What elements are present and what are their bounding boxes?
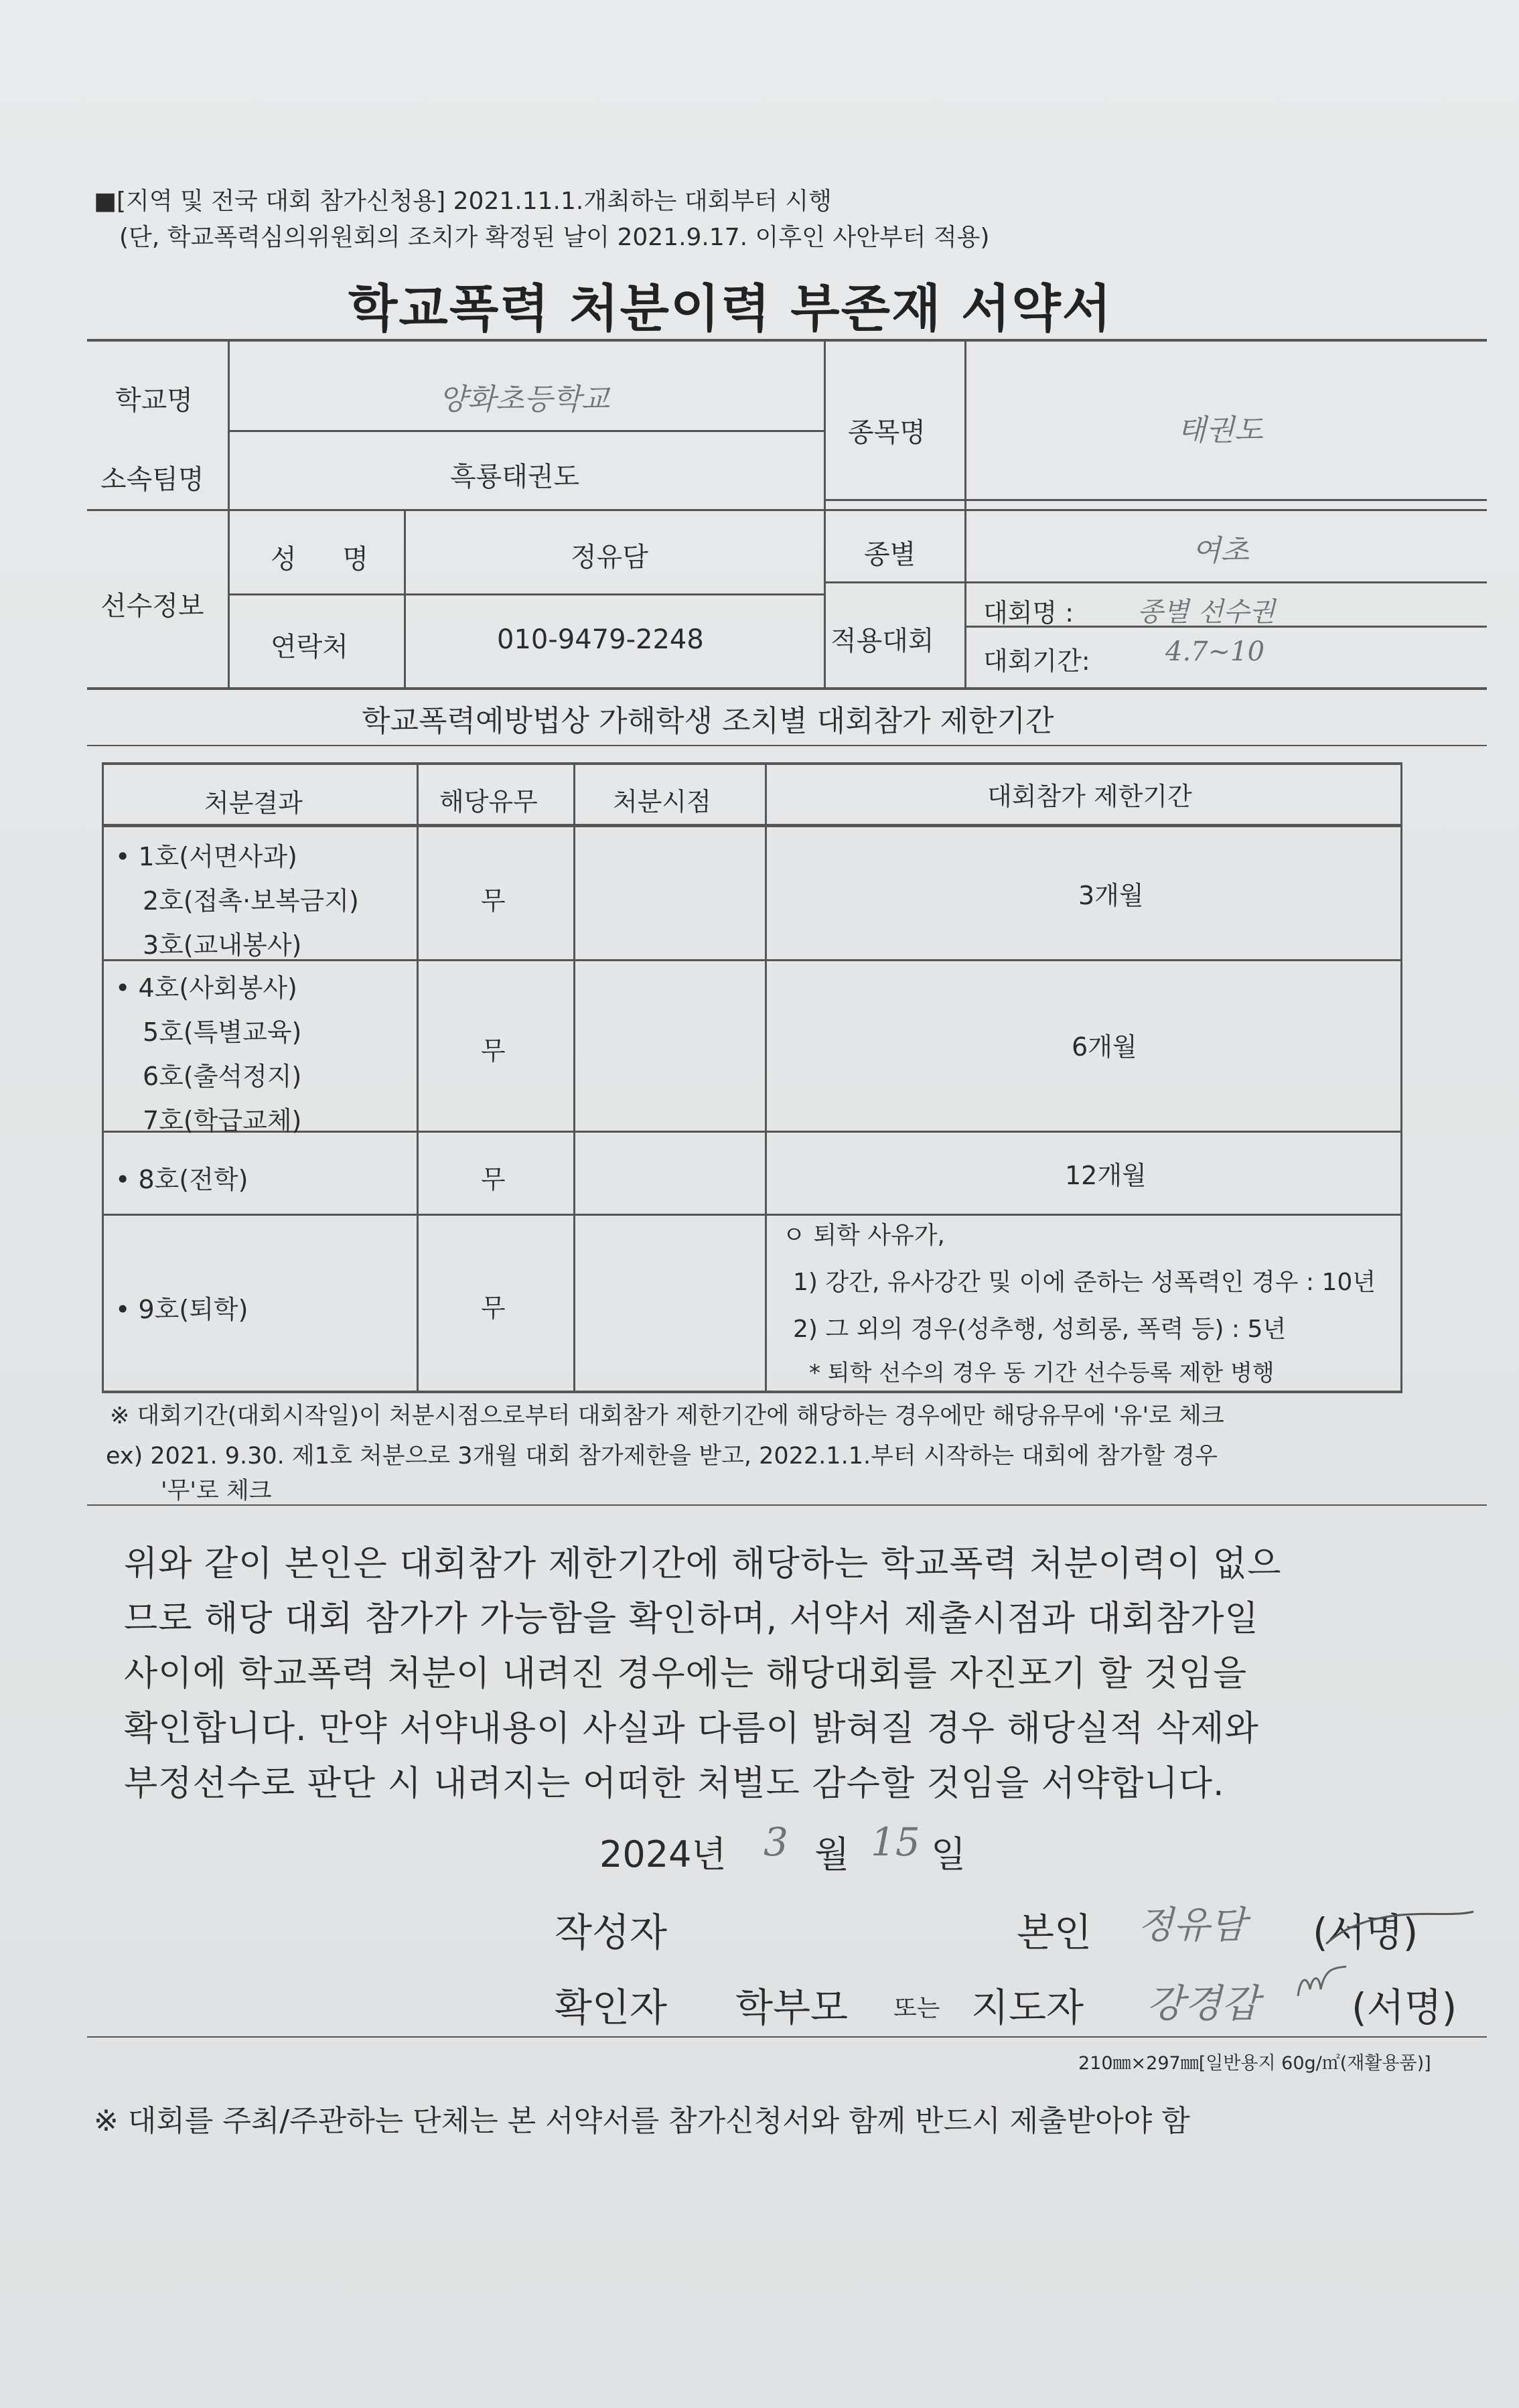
info-table-divider: [228, 430, 824, 432]
row2-item: • 4호(사회봉사): [115, 973, 297, 1003]
penalty-table-bottom-border: [102, 1391, 1402, 1393]
row4-period-line: ㅇ 퇴학 사유가,: [782, 1222, 945, 1249]
date-day-value: 15: [871, 1819, 920, 1865]
row1-item: 2호(접촉·보복금지): [143, 886, 359, 916]
contact-value: 010-9479-2248: [497, 624, 704, 655]
penalty-table-vline: [1400, 762, 1402, 1393]
info-table-vline: [824, 339, 826, 687]
player-info-label: 선수정보: [100, 591, 204, 622]
coach-signature-name: 강경갑: [1147, 1981, 1260, 2026]
penalty-table-vline: [417, 762, 419, 1393]
sign-label-1: (서명): [1313, 1910, 1419, 1955]
school-value: 양화초등학교: [439, 382, 610, 417]
note-2: ex) 2021. 9.30. 제1호 처분으로 3개월 대회 참가제한을 받고, 2022.1.1.부터 시작하는 대회에 참가할 경우: [106, 1443, 1218, 1470]
row3-item: • 8호(전학): [115, 1165, 248, 1194]
writer-label: 작성자: [555, 1910, 668, 1955]
team-label: 소속팀명: [100, 464, 204, 495]
event-label: 종목명: [848, 417, 926, 448]
pledge-line: 확인합니다. 만약 서약내용이 사실과 다름이 밝혀질 경우 해당실적 삭제와: [124, 1709, 1259, 1749]
info-table-vline: [228, 339, 230, 687]
pledge-line: 위와 같이 본인은 대회참가 제한기간에 해당하는 학교폭력 처분이력이 없으: [124, 1544, 1282, 1584]
penalty-table-vline: [102, 762, 104, 1393]
info-table-divider: [824, 581, 1487, 583]
date-month-value: 3: [764, 1819, 788, 1865]
applied-competition-label: 적용대회: [830, 626, 934, 656]
info-table-divider: [228, 593, 824, 595]
row4-applies: 무: [481, 1293, 506, 1323]
coach-label: 지도자: [971, 1985, 1084, 2030]
sign-label-2: (서명): [1352, 1985, 1457, 2030]
row2-period: 6개월: [1072, 1032, 1137, 1062]
header-applies: 해당유무: [439, 787, 538, 817]
penalty-table-top-border: [102, 762, 1402, 765]
signature-rule: [87, 2036, 1487, 2038]
row4-period-line: 2) 그 외의 경우(성추행, 성희롱, 폭력 등) : 5년: [793, 1316, 1287, 1343]
pledge-line: 부정선수로 판단 시 내려지는 어떠한 처벌도 감수할 것임을 서약합니다.: [124, 1764, 1225, 1804]
info-table-vline: [404, 509, 406, 687]
category-value: 여초: [1192, 534, 1250, 568]
row1-item: • 1호(서면사과): [115, 842, 297, 871]
name-label: 성 명: [271, 544, 387, 575]
header-period: 대회참가 제한기간: [987, 782, 1192, 811]
date-month-label: 월: [814, 1833, 850, 1875]
info-table-bottom-border: [87, 687, 1487, 690]
pledge-line: 므로 해당 대회 참가가 가능함을 확인하며, 서약서 제출시점과 대회참가일: [124, 1599, 1259, 1639]
header-line-2: (단, 학교폭력심의위원회의 조치가 확정된 날이 2021.9.17. 이후인 사안부터 적용): [119, 224, 990, 251]
row4-period-line: 1) 강간, 유사강간 및 이에 준하는 성폭력인 경우 : 10년: [793, 1269, 1376, 1296]
note-3: '무'로 체크: [161, 1478, 272, 1504]
row3-period: 12개월: [1065, 1161, 1147, 1190]
row1-applies: 무: [481, 886, 506, 916]
row2-item: 5호(특별교육): [143, 1017, 302, 1047]
row2-applies: 무: [481, 1036, 506, 1066]
penalty-table-vline: [573, 762, 575, 1393]
row3-applies: 무: [481, 1165, 506, 1194]
info-table-top-border: [87, 339, 1487, 342]
coach-signature-icon: [1293, 1963, 1353, 2009]
event-value: 태권도: [1177, 413, 1263, 447]
competition-name-value: 종별 선수권: [1137, 597, 1275, 628]
info-table-divider: [87, 509, 1487, 511]
info-table-divider: [824, 499, 1487, 501]
row2-item: 7호(학급교체): [143, 1106, 302, 1135]
document-title: 학교폭력 처분이력 부존재 서약서: [348, 279, 1113, 338]
signature-scribble-icon: [1323, 1902, 1477, 1956]
contact-label: 연락처: [271, 632, 348, 662]
info-table-vline: [964, 339, 966, 687]
row4-item: • 9호(퇴학): [115, 1295, 248, 1324]
penalty-table-vline: [765, 762, 767, 1393]
competition-period-value: 4.7~10: [1165, 636, 1265, 667]
self-label: 본인: [1017, 1910, 1092, 1955]
or-label: 또는: [893, 1995, 940, 2022]
penalty-table-header-border: [102, 824, 1402, 827]
parent-label: 학부모: [735, 1985, 849, 2030]
header-result: 처분결과: [204, 788, 303, 818]
category-label: 종별: [864, 539, 916, 570]
header-time: 처분시점: [613, 787, 711, 817]
section-title-rule: [87, 745, 1487, 746]
school-label: 학교명: [115, 385, 193, 416]
paper-spec: 210㎜×297㎜[일반용지 60g/㎡(재활용품)]: [1078, 2053, 1431, 2074]
self-signature-name: 정유담: [1137, 1904, 1246, 1947]
date-year: 2024년: [599, 1833, 727, 1875]
note-1: ※ 대회기간(대회시작일)이 처분시점으로부터 대회참가 제한기간에 해당하는 경우에만 해당유무에 '유'로 체크: [110, 1403, 1224, 1429]
competition-name-label: 대회명 :: [983, 598, 1074, 628]
footer-note: ※ 대회를 주최/주관하는 단체는 본 서약서를 참가신청서와 함께 반드시 제출받아야 함: [94, 2104, 1190, 2138]
header-line-1: ■[지역 및 전국 대회 참가신청용] 2021.11.1.개최하는 대회부터 시행: [94, 188, 832, 215]
penalty-table-row-border: [102, 1214, 1402, 1216]
name-value: 정유담: [571, 542, 648, 573]
confirmer-label: 확인자: [555, 1985, 668, 2030]
date-day-label: 일: [931, 1833, 966, 1875]
team-value: 흑룡태권도: [450, 462, 580, 492]
row2-item: 6호(출석정지): [143, 1062, 302, 1091]
row1-period: 3개월: [1078, 881, 1144, 910]
notes-rule: [87, 1504, 1487, 1506]
pledge-line: 사이에 학교폭력 처분이 내려진 경우에는 해당대회를 자진포기 할 것임을: [124, 1654, 1248, 1694]
section-title: 학교폭력예방법상 가해학생 조치별 대회참가 제한기간: [362, 704, 1054, 738]
row4-period-line: * 퇴학 선수의 경우 동 기간 선수등록 제한 병행: [809, 1360, 1275, 1387]
row1-item: 3호(교내봉사): [143, 930, 302, 960]
competition-period-label: 대회기간:: [983, 646, 1090, 676]
